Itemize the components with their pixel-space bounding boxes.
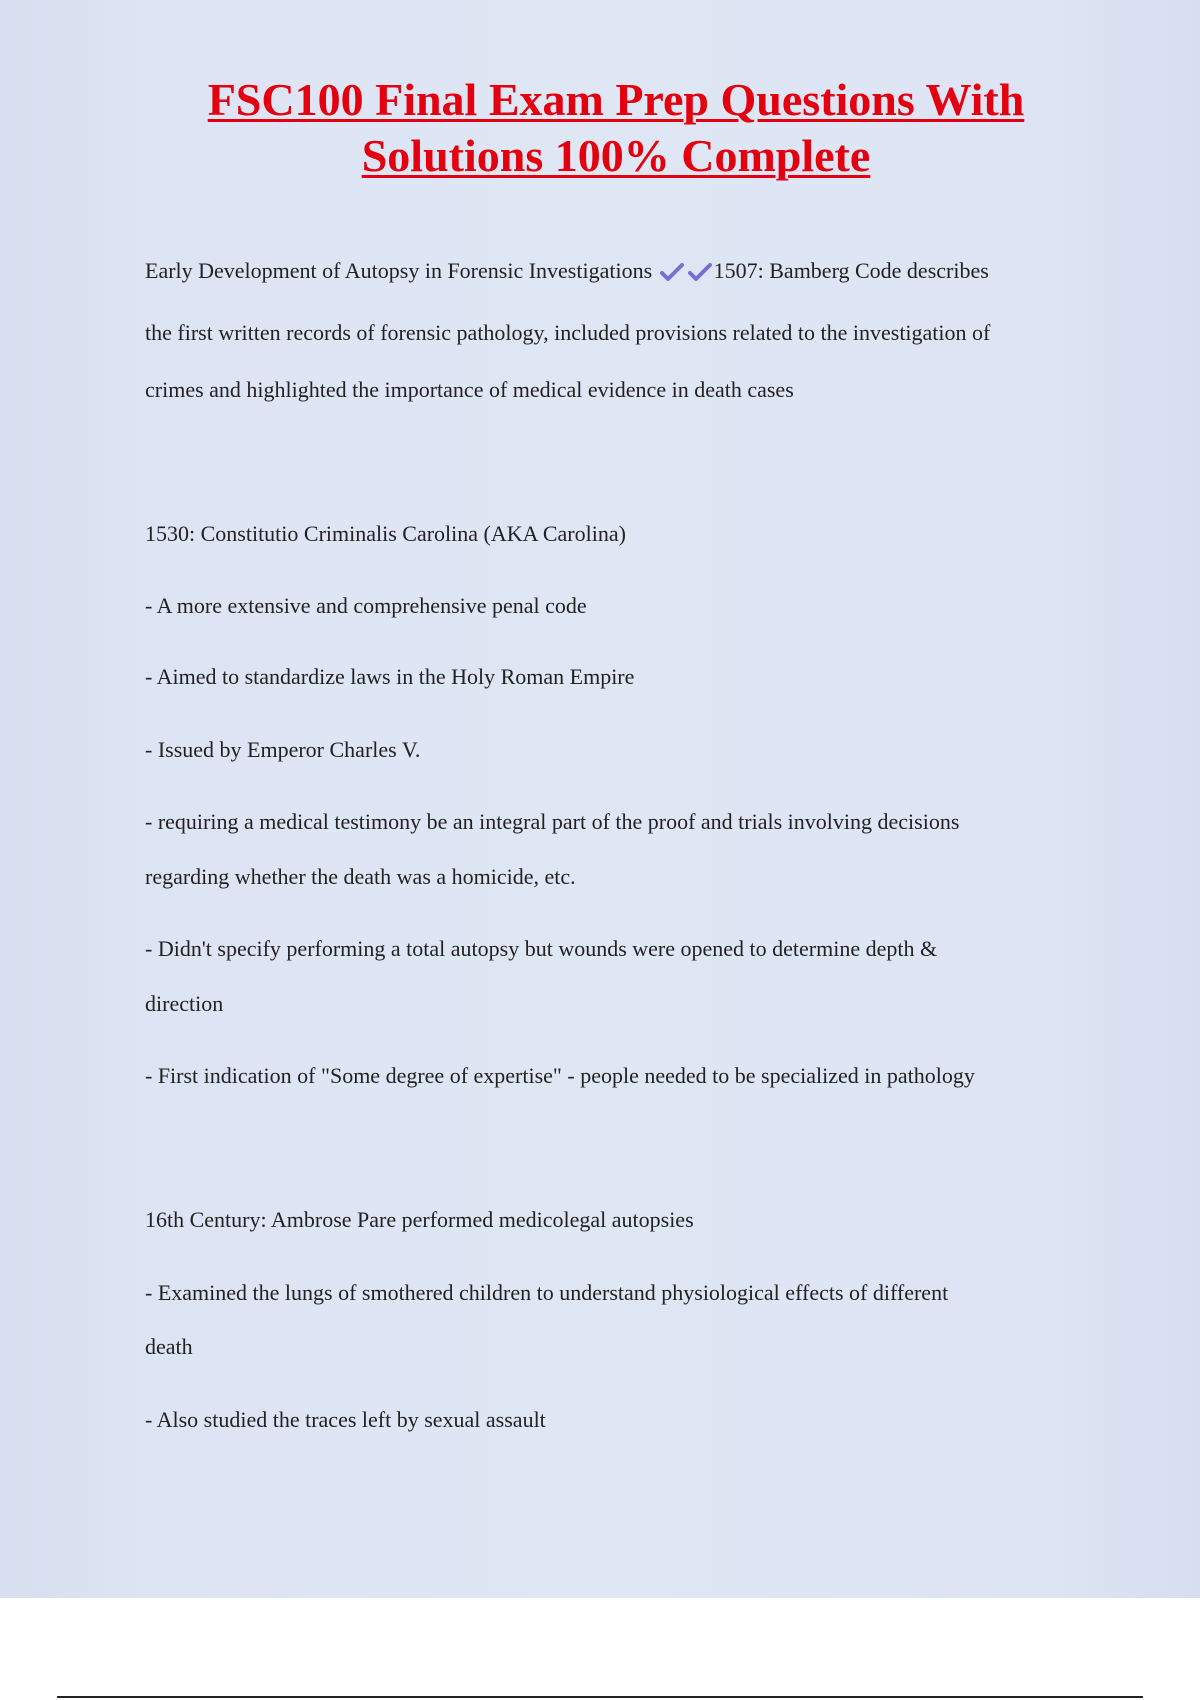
carolina-bullet-continued: direction — [145, 991, 224, 1016]
footer-divider — [57, 1696, 1143, 1698]
intro-line-3: crimes and highlighted the importance of medical evidence in death cases — [145, 377, 794, 402]
document-title — [120, 72, 1112, 184]
section-heading-pare: 16th Century: Ambrose Pare performed medicolegal autopsies — [145, 1207, 694, 1232]
carolina-bullet: - Issued by Emperor Charles V. — [145, 737, 421, 762]
pare-bullet: - Examined the lungs of smothered children to understand physiological effects of different — [145, 1280, 949, 1305]
question-text: Early Development of Autopsy in Forensic Investigations — [145, 258, 653, 283]
section-heading-carolina: 1530: Constitutio Criminalis Carolina (AKA Carolina) — [145, 521, 626, 546]
carolina-bullet: - First indication of "Some degree of expertise" - people needed to be specialized in pathology — [145, 1063, 975, 1088]
carolina-bullet: - A more extensive and comprehensive penal code — [145, 593, 587, 618]
intro-line-2: the first written records of forensic pathology, included provisions related to the investigation of — [145, 320, 991, 345]
check-mark-icon — [687, 262, 713, 288]
carolina-bullet: - requiring a medical testimony be an integral part of the proof and trials involving decisions — [145, 809, 960, 834]
answer-text: 1507: Bamberg Code describes — [713, 258, 989, 283]
pare-bullet-continued: death — [145, 1334, 193, 1359]
title-line-1: FSC100 Final Exam Prep Questions With — [207, 74, 1025, 125]
carolina-bullet: - Didn't specify performing a total autopsy but wounds were opened to determine depth & — [145, 936, 938, 961]
carolina-bullet-continued: regarding whether the death was a homicide, etc. — [145, 864, 576, 889]
title-line-2: Solutions 100% Complete — [361, 130, 871, 181]
check-mark-icon — [659, 262, 685, 288]
intro-line-1 — [145, 258, 989, 288]
carolina-bullet: - Aimed to standardize laws in the Holy Roman Empire — [145, 664, 635, 689]
pare-bullet: - Also studied the traces left by sexual assault — [145, 1407, 546, 1432]
